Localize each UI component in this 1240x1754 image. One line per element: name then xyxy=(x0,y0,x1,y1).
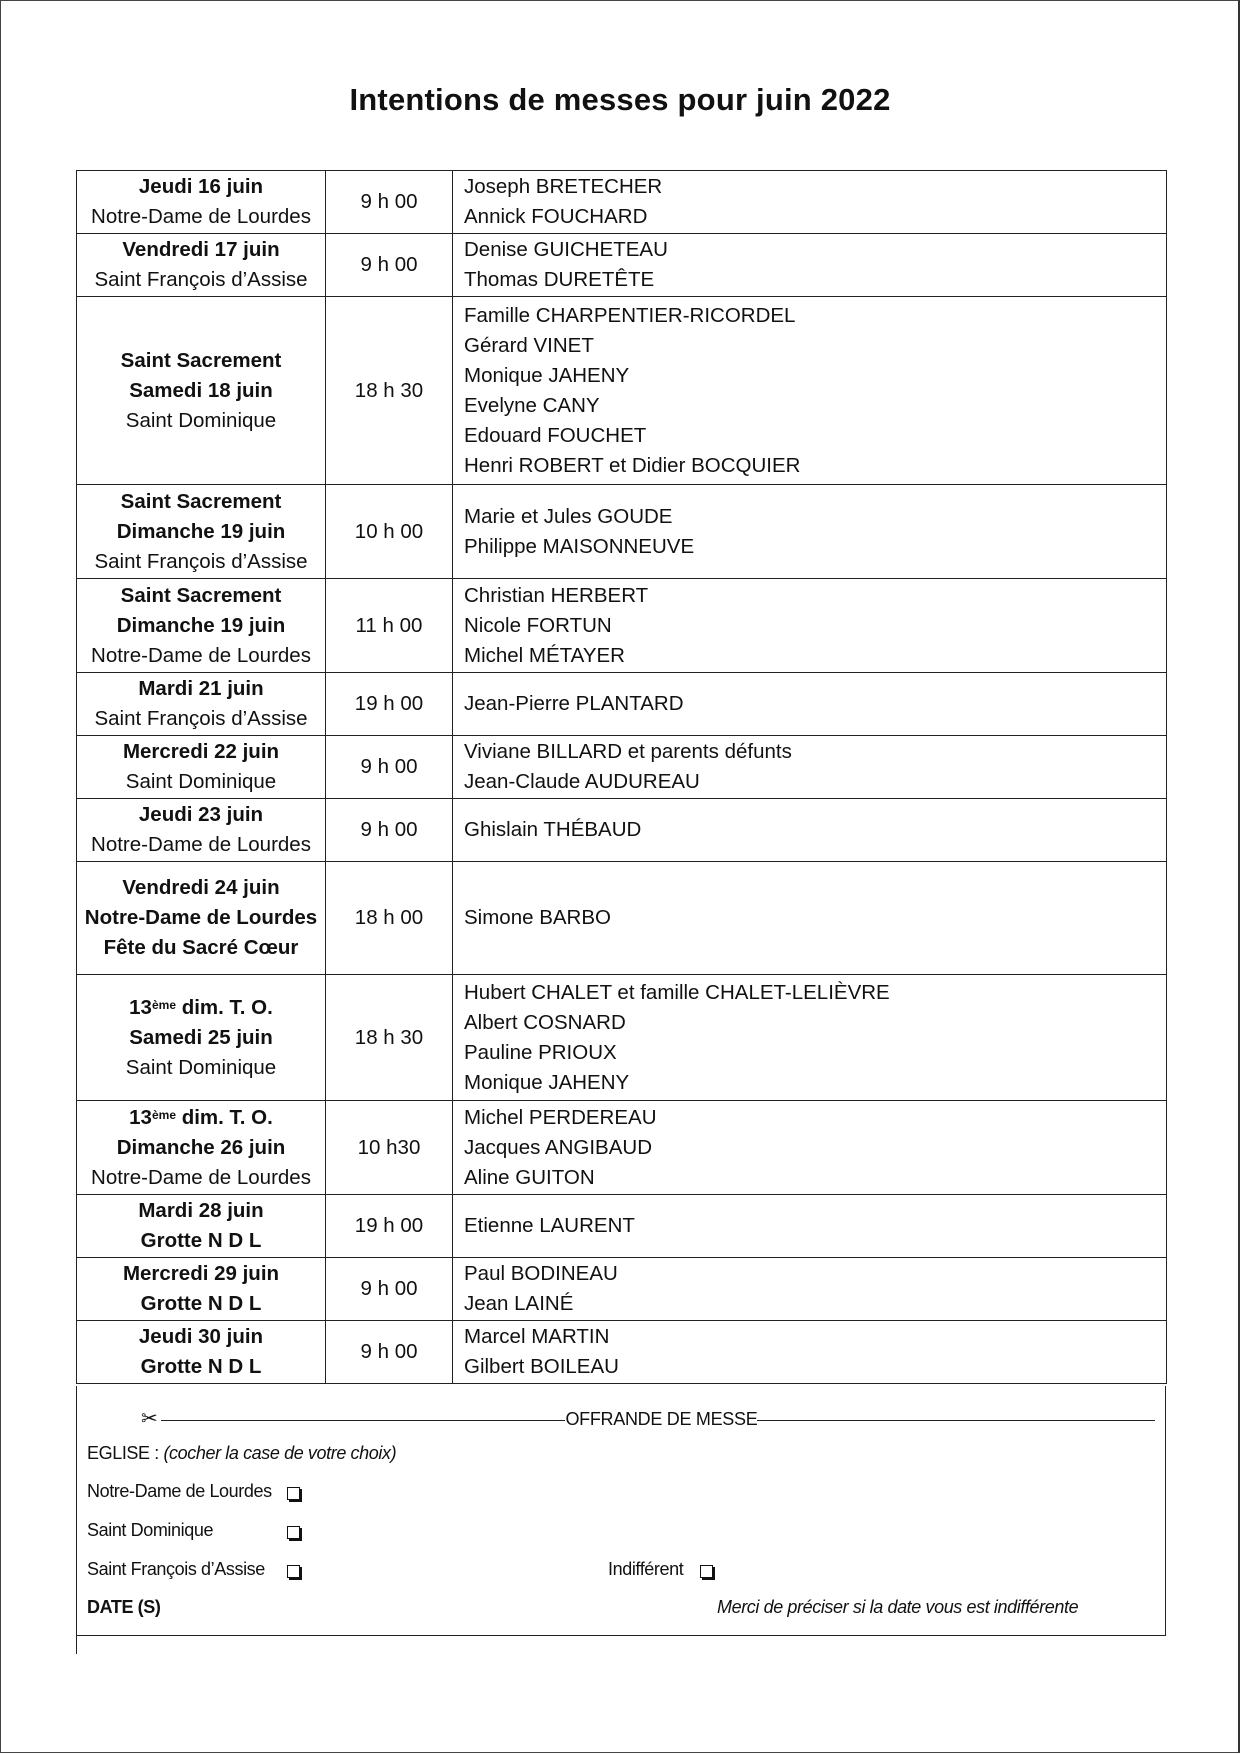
table-row xyxy=(77,975,1167,1101)
offering-coupon xyxy=(76,1386,1166,1636)
day-line: Grotte N D L xyxy=(140,1229,262,1252)
checkbox-dominique[interactable] xyxy=(287,1526,300,1539)
intention-name: Thomas DURETÊTE xyxy=(464,268,655,291)
intention-name: Monique JAHENY xyxy=(464,1070,630,1094)
intention-name: Jean-Claude AUDUREAU xyxy=(464,770,700,793)
time-cell: 18 h 30 xyxy=(326,975,453,1101)
table-row xyxy=(77,736,1167,799)
eglise-hint: (cocher la case de votre choix) xyxy=(163,1443,397,1463)
time-cell: 9 h 00 xyxy=(326,234,453,297)
scissors-icon: ✂ xyxy=(141,1408,158,1430)
intention-name: Viviane BILLARD et parents défunts xyxy=(464,740,792,763)
checkbox-francois[interactable] xyxy=(287,1565,300,1578)
day-cell xyxy=(77,799,326,862)
day-line: Notre-Dame de Lourdes xyxy=(91,1165,311,1189)
day-line: Mercredi 22 juin xyxy=(122,740,280,763)
day-line: Vendredi 17 juin xyxy=(122,238,280,261)
time-cell: 10 h30 xyxy=(326,1101,453,1195)
table-row xyxy=(77,1195,1167,1258)
names-cell xyxy=(453,171,1167,234)
intention-name: Ghislain THÉBAUD xyxy=(464,818,642,841)
table-row xyxy=(77,297,1167,485)
names-cell xyxy=(453,799,1167,862)
intention-name: Pauline PRIOUX xyxy=(464,1040,617,1064)
table-row xyxy=(77,799,1167,862)
names-cell xyxy=(453,579,1167,673)
checkbox-ndl[interactable] xyxy=(287,1487,300,1500)
day-line: Grotte N D L xyxy=(140,1355,262,1378)
intention-name: Marcel MARTIN xyxy=(464,1325,610,1348)
table-row xyxy=(77,485,1167,579)
day-cell xyxy=(77,297,326,485)
names-cell xyxy=(453,1321,1167,1384)
table-row xyxy=(77,171,1167,234)
intention-name: Evelyne CANY xyxy=(464,393,600,417)
indifferent-option xyxy=(608,1559,683,1580)
day-line: Notre-Dame de Lourdes xyxy=(84,906,318,929)
time-cell: 9 h 00 xyxy=(326,736,453,799)
church-option-francois xyxy=(87,1559,265,1580)
day-line: Saint Dominique xyxy=(125,408,277,432)
intention-name: Henri ROBERT et Didier BOCQUIER xyxy=(464,453,801,477)
names-cell xyxy=(453,234,1167,297)
day-cell xyxy=(77,234,326,297)
names-cell xyxy=(453,485,1167,579)
intention-name: Christian HERBERT xyxy=(464,583,649,607)
names-cell xyxy=(453,1195,1167,1258)
day-line: Saint Sacrement xyxy=(120,348,282,372)
intention-name: Denise GUICHETEAU xyxy=(464,238,668,261)
names-cell xyxy=(453,1258,1167,1321)
table-row xyxy=(77,862,1167,975)
day-line: Notre-Dame de Lourdes xyxy=(91,643,311,667)
intention-name: Jacques ANGIBAUD xyxy=(464,1135,652,1159)
day-cell xyxy=(77,736,326,799)
day-line: Notre-Dame de Lourdes xyxy=(91,205,311,228)
intention-name: Famille CHARPENTIER-RICORDEL xyxy=(464,303,796,327)
time-cell: 9 h 00 xyxy=(326,1321,453,1384)
coupon-border-tail xyxy=(76,1635,77,1654)
day-line: Fête du Sacré Cœur xyxy=(103,936,299,959)
day-line: Samedi 25 juin xyxy=(129,1025,273,1049)
day-line: Samedi 18 juin xyxy=(129,378,273,402)
church-label-dominique: Saint Dominique xyxy=(87,1520,214,1540)
church-label-francois: Saint François d’Assise xyxy=(87,1559,265,1579)
intention-name: Philippe MAISONNEUVE xyxy=(464,534,695,558)
intention-name: Marie et Jules GOUDE xyxy=(464,504,673,528)
page-title: Intentions de messes pour juin 2022 xyxy=(349,82,891,117)
date-note: Merci de préciser si la date vous est indifférente xyxy=(717,1597,1079,1617)
day-cell xyxy=(77,1258,326,1321)
table-row xyxy=(77,1258,1167,1321)
names-cell xyxy=(453,297,1167,485)
eglise-label: EGLISE : xyxy=(87,1443,159,1463)
table-row xyxy=(77,234,1167,297)
table-row xyxy=(77,673,1167,736)
day-line: Dimanche 26 juin xyxy=(116,1135,286,1159)
day-cell xyxy=(77,171,326,234)
intention-name: Jean LAINÉ xyxy=(464,1292,574,1315)
intention-name: Aline GUITON xyxy=(464,1165,595,1189)
intention-name: Albert COSNARD xyxy=(464,1010,626,1034)
church-label-ndl: Notre-Dame de Lourdes xyxy=(87,1481,272,1501)
day-line: Grotte N D L xyxy=(140,1292,262,1315)
table-row xyxy=(77,579,1167,673)
day-line: Mardi 21 juin xyxy=(138,677,264,700)
day-line: Saint François d’Assise xyxy=(94,549,308,573)
day-line: Dimanche 19 juin xyxy=(116,613,286,637)
table-row xyxy=(77,1101,1167,1195)
day-cell xyxy=(77,1101,326,1195)
time-cell: 9 h 00 xyxy=(326,799,453,862)
day-line: Dimanche 19 juin xyxy=(116,519,286,543)
intention-name: Monique JAHENY xyxy=(464,363,630,387)
checkbox-indifferent[interactable] xyxy=(700,1565,713,1578)
names-cell xyxy=(453,1101,1167,1195)
day-line: Jeudi 23 juin xyxy=(138,803,264,826)
date-label: DATE (S) xyxy=(87,1597,161,1617)
day-cell xyxy=(77,975,326,1101)
names-cell xyxy=(453,736,1167,799)
time-cell: 19 h 00 xyxy=(326,1195,453,1258)
day-line: Mercredi 29 juin xyxy=(122,1262,280,1285)
day-line: Saint Dominique xyxy=(125,770,277,793)
time-cell: 18 h 30 xyxy=(326,297,453,485)
intention-name: Hubert CHALET et famille CHALET-LELIÈVRE xyxy=(464,980,890,1004)
day-cell xyxy=(77,579,326,673)
mass-intentions-table xyxy=(76,170,1167,1384)
day-line: Jeudi 16 juin xyxy=(138,175,264,198)
day-cell xyxy=(77,673,326,736)
day-line: Saint François d’Assise xyxy=(94,707,308,730)
names-cell xyxy=(453,862,1167,975)
time-cell: 10 h 00 xyxy=(326,485,453,579)
intention-name: Joseph BRETECHER xyxy=(464,175,663,198)
dashed-line-left xyxy=(161,1420,565,1421)
intention-name: Gilbert BOILEAU xyxy=(464,1355,619,1378)
church-option-ndl xyxy=(87,1481,272,1502)
names-cell xyxy=(453,673,1167,736)
day-cell xyxy=(77,862,326,975)
time-cell: 9 h 00 xyxy=(326,171,453,234)
time-cell: 9 h 00 xyxy=(326,1258,453,1321)
coupon-heading: OFFRANDE DE MESSE xyxy=(565,1409,758,1429)
day-line: Saint Sacrement xyxy=(120,583,282,607)
eglise-row xyxy=(87,1443,396,1464)
time-cell: 18 h 00 xyxy=(326,862,453,975)
day-line: Notre-Dame de Lourdes xyxy=(91,833,311,856)
intention-name: Edouard FOUCHET xyxy=(464,423,647,447)
intention-name: Annick FOUCHARD xyxy=(464,205,648,228)
intention-name: Etienne LAURENT xyxy=(464,1214,635,1237)
day-line: Mardi 28 juin xyxy=(138,1199,264,1222)
dashed-line-right xyxy=(757,1420,1155,1421)
day-line: Saint Dominique xyxy=(125,1055,277,1079)
time-cell: 19 h 00 xyxy=(326,673,453,736)
intention-name: Gérard VINET xyxy=(464,333,594,357)
day-cell xyxy=(77,1321,326,1384)
intention-name: Michel PERDEREAU xyxy=(464,1105,657,1129)
day-line: Saint Sacrement xyxy=(120,489,282,513)
day-line: Saint François d’Assise xyxy=(94,268,308,291)
intention-name: Jean-Pierre PLANTARD xyxy=(464,692,684,715)
day-line: Jeudi 30 juin xyxy=(138,1325,264,1348)
table-row xyxy=(77,1321,1167,1384)
intention-name: Simone BARBO xyxy=(464,906,611,929)
day-cell xyxy=(77,485,326,579)
day-line: Vendredi 24 juin xyxy=(122,876,280,899)
intention-name: Paul BODINEAU xyxy=(464,1262,618,1285)
day-line: 13ème dim. T. O. xyxy=(129,995,273,1019)
names-cell xyxy=(453,975,1167,1101)
intention-name: Michel MÉTAYER xyxy=(464,643,625,667)
time-cell: 11 h 00 xyxy=(326,579,453,673)
day-line: 13ème dim. T. O. xyxy=(129,1105,273,1129)
day-cell xyxy=(77,1195,326,1258)
cut-line xyxy=(141,1406,1181,1431)
church-option-dominique xyxy=(87,1520,213,1541)
indifferent-label: Indifférent xyxy=(608,1559,684,1579)
intention-name: Nicole FORTUN xyxy=(464,613,612,637)
